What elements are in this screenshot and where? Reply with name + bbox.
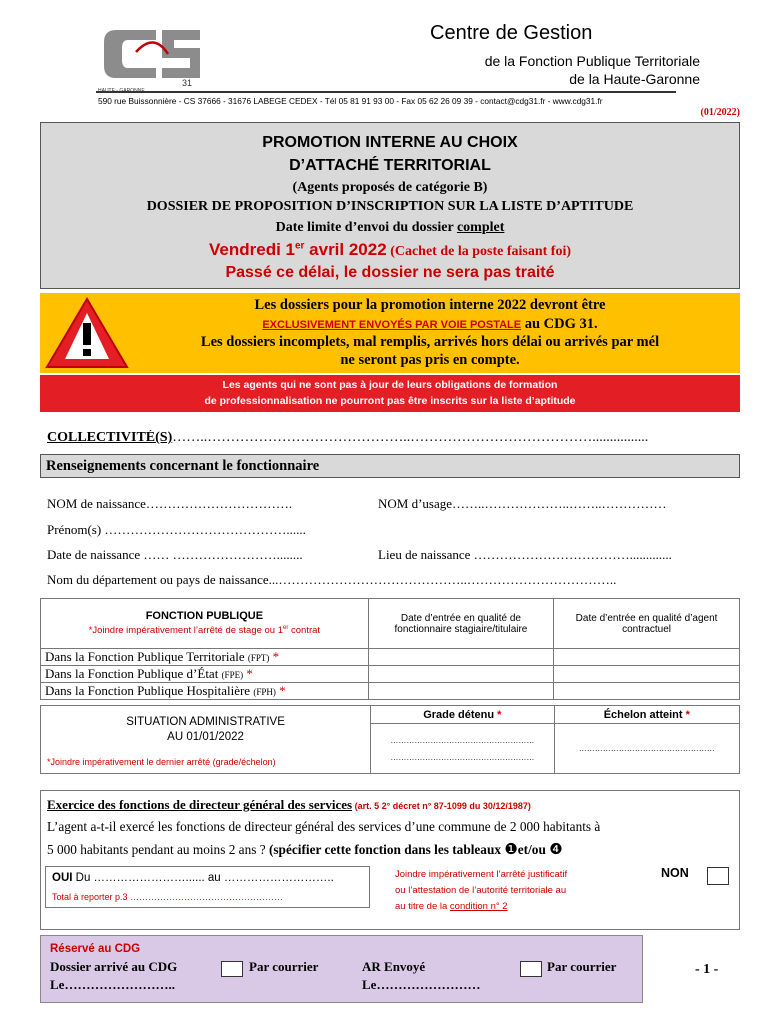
exercice-question-line2: 5 000 habitants pendant au moins 2 ans ? (spécifier cette fonction dans les tableaux ❶et/ou ❹ xyxy=(47,842,563,858)
grade-dots-line2: ……………………………………………… xyxy=(390,752,535,762)
number-one-icon: ❶ xyxy=(504,842,518,858)
title-line2: D’ATTACHÉ TERRITORIAL xyxy=(289,157,491,174)
arrive-date-field[interactable]: Le…………………….. xyxy=(50,977,175,992)
oui-period-field[interactable]: OUI Du ……………………...... au ……………………….. xyxy=(52,872,334,884)
fp-header-note: *Joindre impérativement l’arrêté de stage ou 1er contrat xyxy=(88,625,321,637)
title-deadline-date: Vendredi 1er avril 2022 (Cachet de la poste faisant foi) xyxy=(209,240,571,259)
logo-number: 31 xyxy=(182,78,193,88)
oui-total-field[interactable]: Total à reporter p.3 …………………………………………… xyxy=(52,892,284,902)
warning-line2: EXCLUSIVEMENT ENVOYÉS PAR VOIE POSTALE au CDG 31. xyxy=(262,316,598,332)
situation-title1: SITUATION ADMINISTRATIVE xyxy=(126,716,285,728)
collectivite-field[interactable]: COLLECTIVITÉ(S)……..……………………………………..…………………………………................ xyxy=(47,430,649,445)
title-line1: PROMOTION INTERNE AU CHOIX xyxy=(262,134,518,151)
situation-header xyxy=(41,706,371,774)
fp-fph-contractuel-cell[interactable] xyxy=(554,683,740,700)
warning-line4: ne seront pas pris en compte. xyxy=(340,352,520,368)
training-banner xyxy=(40,375,740,412)
fonction-publique-table xyxy=(40,598,740,700)
training-banner-line1: Les agents qui ne sont pas à jour de leurs obligations de formation xyxy=(222,379,558,391)
warning-line3: Les dossiers incomplets, mal remplis, arrivés hors délai ou arrivés par mél xyxy=(200,334,660,350)
situation-table xyxy=(40,705,740,774)
table-row xyxy=(41,649,740,666)
grade-header: Grade détenu * xyxy=(371,706,555,724)
org-name-line3: de la Haute-Garonne xyxy=(569,71,700,87)
warning-icon xyxy=(44,295,130,371)
title-deadline-warning: Passé ce délai, le dossier ne sera pas traité xyxy=(225,264,555,281)
page-number: - 1 - xyxy=(695,962,719,977)
training-banner-line2: de professionnalisation ne pourront pas être inscrits sur la liste d’aptitude xyxy=(204,395,576,407)
non-checkbox[interactable] xyxy=(707,867,729,885)
fp-row-fpe: Dans la Fonction Publique d’État (FPE) * xyxy=(41,666,369,683)
exercice-title: Exercice des fonctions de directeur général des services (art. 5 2° décret n° 87-1099 du 30/12/1987) xyxy=(47,797,531,812)
grade-cell[interactable] xyxy=(371,724,555,774)
fp-fpe-titulaire-cell[interactable] xyxy=(368,666,553,683)
cdg31-logo xyxy=(96,22,206,94)
non-label: NON xyxy=(661,866,689,880)
ar-envoye-label: AR Envoyé xyxy=(362,959,426,974)
fp-row-fpt: Dans la Fonction Publique Territoriale (FPT) * xyxy=(41,649,369,666)
header-divider xyxy=(96,91,676,93)
title-category: (Agents proposés de catégorie B) xyxy=(292,180,488,195)
fp-header xyxy=(41,599,369,649)
fp-col-titulaire: Date d’entrée en qualité de fonctionnaire stagiaire/titulaire xyxy=(368,599,553,649)
org-name-line1: Centre de Gestion xyxy=(430,22,593,44)
fp-fpt-contractuel-cell[interactable] xyxy=(554,649,740,666)
section-title: Renseignements concernant le fonctionnaire xyxy=(40,454,740,478)
dossier-arrive-label: Dossier arrivé au CDG xyxy=(50,959,178,974)
nom-naissance-field[interactable]: NOM de naissance……………………………. xyxy=(47,496,293,511)
title-deadline-label: Date limite d’envoi du dossier complet xyxy=(275,220,505,235)
fp-col-contractuel: Date d’entrée en qualité d’agent contractuel xyxy=(554,599,740,649)
exercice-question-line1: L’agent a-t-il exercé les fonctions de directeur général des services d’une commune de 2 000 habitants à xyxy=(47,819,601,834)
prenom-field[interactable]: Prénom(s) ……………………………………...... xyxy=(47,522,306,537)
number-four-icon: ❹ xyxy=(549,842,563,858)
fp-header-title: FONCTION PUBLIQUE xyxy=(145,610,264,623)
warning-line1: Les dossiers pour la promotion interne 2022 devront être xyxy=(254,297,606,313)
form-version: (01/2022) xyxy=(700,107,740,118)
arrive-par-courrier-checkbox[interactable] xyxy=(221,961,243,977)
lieu-naissance-field[interactable]: Lieu de naissance ………………………………............. xyxy=(378,547,672,562)
justificatif-note: Joindre impérativement l’arrêté justificatif ou l’attestation de l’autorité territoriale au au titre de la condition n° 2 xyxy=(395,869,568,912)
reserve-title: Réservé au CDG xyxy=(50,943,141,955)
situation-title2: AU 01/01/2022 xyxy=(167,731,244,743)
title-dossier: DOSSIER DE PROPOSITION D’INSCRIPTION SUR LA LISTE D’APTITUDE xyxy=(146,199,634,214)
echelon-header: Échelon atteint * xyxy=(554,706,739,724)
departement-field[interactable]: Nom du département ou pays de naissance...……………………………………..…………………………….. xyxy=(47,572,617,587)
org-address: 590 rue Buissonnière - CS 37666 - 31676 LABEGE CEDEX - Tél 05 81 91 93 00 - Fax 05 62 26 09 39 - contact@cdg31.fr - www.cdg31.fr xyxy=(98,96,603,106)
ar-par-courrier-checkbox[interactable] xyxy=(520,961,542,977)
echelon-cell[interactable]: …………………………………………… xyxy=(554,724,739,774)
grade-dots-line1: ……………………………………………… xyxy=(390,735,535,745)
fp-row-fph: Dans la Fonction Publique Hospitalière (FPH) * xyxy=(41,683,369,700)
situation-note: *Joindre impérativement le dernier arrêté (grade/échelon) xyxy=(47,757,276,767)
nom-usage-field[interactable]: NOM d’usage……..………………..……..…………… xyxy=(378,496,667,511)
ar-date-field[interactable]: Le…………………… xyxy=(362,977,481,992)
fp-fpe-contractuel-cell[interactable] xyxy=(554,666,740,683)
par-courrier-label1: Par courrier xyxy=(249,959,319,974)
fp-fph-titulaire-cell[interactable] xyxy=(368,683,553,700)
table-row xyxy=(41,683,740,700)
fp-fpt-titulaire-cell[interactable] xyxy=(368,649,553,666)
par-courrier-label2: Par courrier xyxy=(547,959,617,974)
table-row xyxy=(41,666,740,683)
date-naissance-field[interactable]: Date de naissance …… ……………………........ xyxy=(47,547,303,562)
org-name-line2: de la Fonction Publique Territoriale xyxy=(484,53,700,69)
